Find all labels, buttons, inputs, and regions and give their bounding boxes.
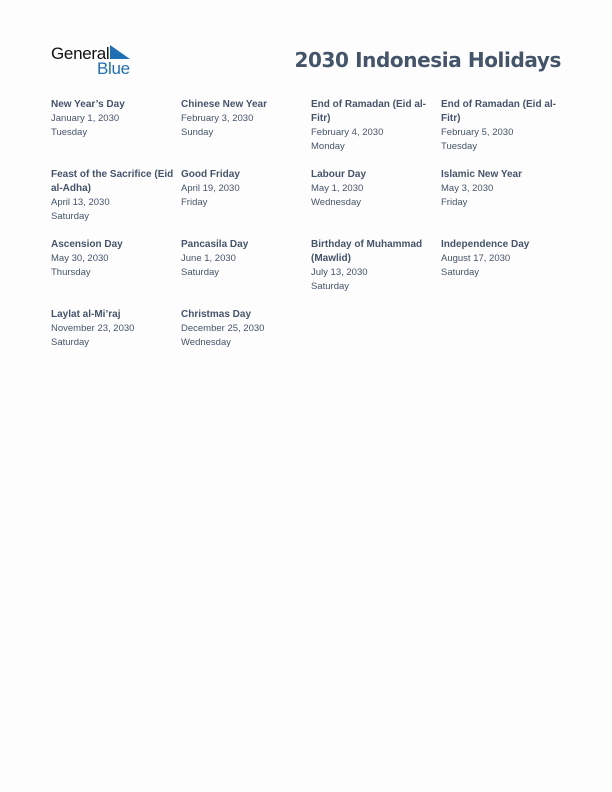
holiday-weekday: Friday bbox=[441, 197, 468, 208]
holiday-weekday: Saturday bbox=[51, 211, 90, 223]
holiday-item bbox=[441, 238, 571, 308]
holiday-date: August 17, 2030 bbox=[441, 253, 511, 265]
holiday-date: November 23, 2030 bbox=[51, 323, 135, 335]
holiday-date: February 3, 2030 bbox=[181, 113, 254, 125]
logo-triangle-icon bbox=[110, 45, 130, 59]
holiday-name: Pancasila Day bbox=[181, 239, 249, 250]
holiday-weekday: Monday bbox=[311, 141, 345, 153]
holiday-item bbox=[51, 98, 181, 168]
holiday-name: Good Friday bbox=[181, 169, 240, 180]
holiday-name: End of Ramadan (Eid al-Fitr) bbox=[441, 99, 557, 125]
holiday-item bbox=[311, 168, 441, 238]
holiday-date: June 1, 2030 bbox=[181, 253, 236, 265]
holiday-weekday: Wednesday bbox=[181, 337, 231, 348]
holiday-name: Islamic New Year bbox=[441, 169, 522, 180]
holiday-name: Laylat al-Mi’raj bbox=[51, 309, 121, 320]
holiday-date: May 30, 2030 bbox=[51, 253, 109, 265]
holiday-weekday: Tuesday bbox=[51, 127, 88, 138]
holiday-weekday: Sunday bbox=[181, 127, 214, 138]
holiday-weekday: Wednesday bbox=[311, 197, 361, 208]
holiday-item bbox=[441, 168, 571, 238]
holiday-name: Christmas Day bbox=[181, 309, 252, 320]
holiday-weekday: Tuesday bbox=[441, 141, 478, 153]
holiday-weekday: Thursday bbox=[51, 267, 91, 278]
holiday-date: May 1, 2030 bbox=[311, 183, 364, 195]
holiday-date: April 19, 2030 bbox=[181, 183, 240, 195]
holiday-item bbox=[311, 238, 441, 308]
page-title: 2030 Indonesia Holidays bbox=[294, 48, 561, 72]
holiday-weekday: Saturday bbox=[441, 267, 480, 278]
holiday-date: February 4, 2030 bbox=[311, 127, 384, 139]
holiday-grid bbox=[51, 98, 571, 378]
holiday-item bbox=[181, 238, 311, 308]
holiday-weekday: Saturday bbox=[51, 337, 90, 348]
holiday-date: July 13, 2030 bbox=[311, 267, 368, 279]
holiday-date: January 1, 2030 bbox=[51, 113, 120, 125]
logo-general-text: General bbox=[51, 44, 110, 63]
logo bbox=[51, 44, 141, 78]
holiday-weekday: Saturday bbox=[181, 267, 220, 278]
holiday-item bbox=[51, 238, 181, 308]
holiday-name: Birthday of Muhammad (Mawlid) bbox=[311, 239, 423, 265]
holiday-item bbox=[51, 168, 181, 238]
holiday-name: Chinese New Year bbox=[181, 99, 267, 110]
holiday-weekday: Friday bbox=[181, 197, 208, 208]
holiday-item bbox=[181, 168, 311, 238]
holiday-item bbox=[51, 308, 181, 378]
holiday-date: February 5, 2030 bbox=[441, 127, 514, 139]
holiday-name: Labour Day bbox=[311, 169, 367, 180]
holiday-date: December 25, 2030 bbox=[181, 323, 265, 335]
holiday-weekday: Saturday bbox=[311, 281, 350, 293]
holiday-name: Feast of the Sacrifice (Eid al-Adha) bbox=[51, 169, 174, 195]
logo-blue-text: Blue bbox=[97, 59, 130, 78]
holiday-date: May 3, 2030 bbox=[441, 183, 494, 195]
holiday-item bbox=[311, 98, 441, 168]
holiday-name: New Year’s Day bbox=[51, 99, 125, 110]
holiday-item bbox=[181, 308, 311, 378]
holiday-name: Independence Day bbox=[441, 239, 530, 250]
holiday-name: Ascension Day bbox=[51, 239, 123, 250]
holiday-date: April 13, 2030 bbox=[51, 197, 110, 209]
holiday-item bbox=[441, 98, 571, 168]
holiday-name: End of Ramadan (Eid al-Fitr) bbox=[311, 99, 427, 125]
holiday-item bbox=[181, 98, 311, 168]
